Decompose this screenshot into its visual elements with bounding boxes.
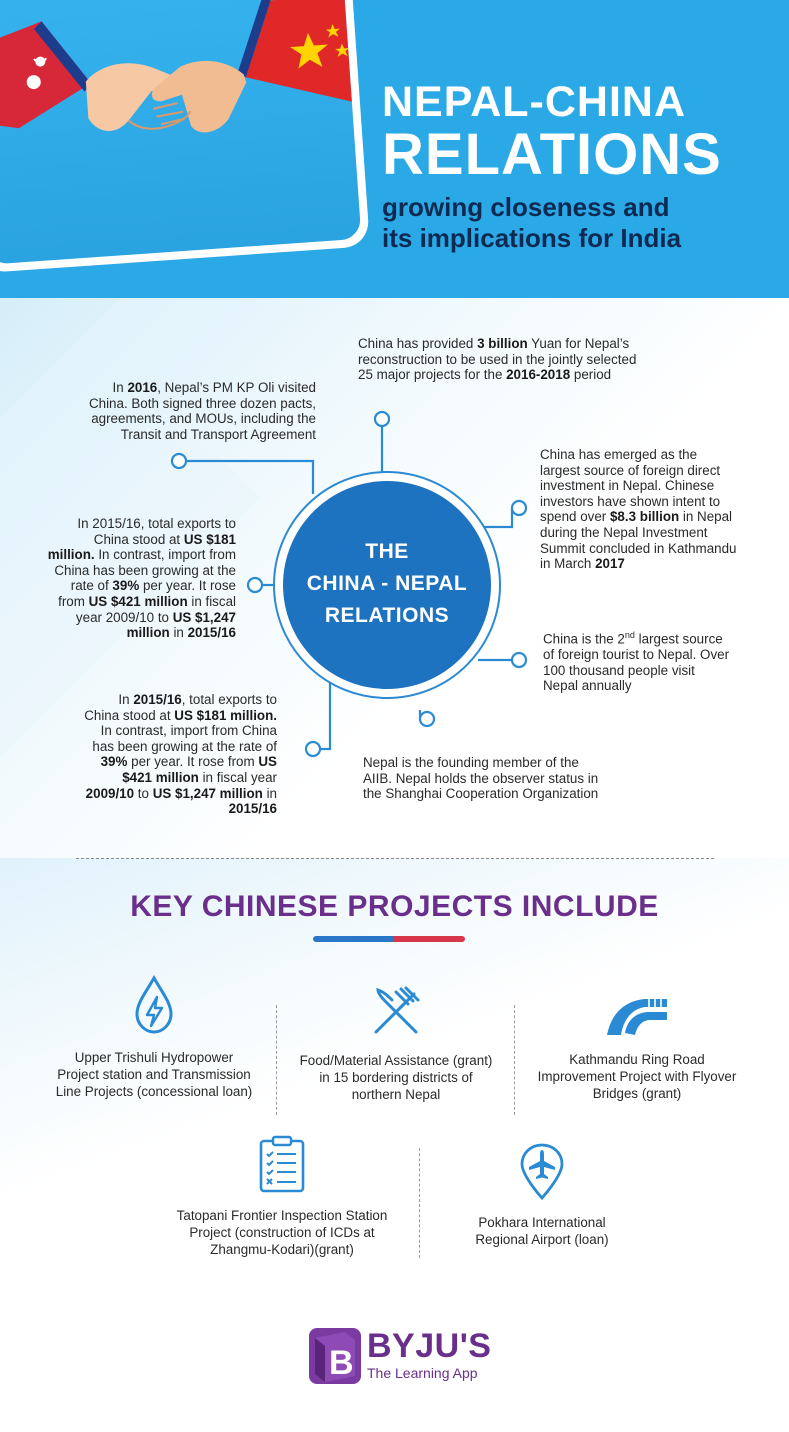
connector-node	[420, 712, 434, 726]
page-title-line-1: NEPAL-CHINA	[382, 78, 687, 126]
relations-section	[0, 298, 789, 858]
connector-node	[248, 578, 262, 592]
column-separator	[276, 1005, 277, 1115]
clipboard-checklist-icon	[258, 1135, 306, 1193]
connector-node	[172, 454, 186, 468]
title-block	[382, 78, 782, 254]
fact-exports-1: In 2015/16, total exports to China stood at US $181 million. In contrast, import from China has been growing at the rate of 39% per year. It rose from US $421 million in fiscal year 2009/10 to US $1,247 million in 2015/16	[47, 516, 236, 641]
road-bridge-icon	[605, 993, 669, 1037]
center-title-line-3: RELATIONS	[324, 604, 450, 627]
connector-node	[306, 742, 320, 756]
center-title-line-1: THE	[365, 540, 409, 563]
center-circle-title	[287, 536, 487, 632]
project-pokhara-airport	[452, 1142, 632, 1248]
project-label: Kathmandu Ring Road Improvement Project with Flyover Bridges (grant)	[537, 1052, 737, 1101]
project-label: Pokhara International Regional Airport (loan)	[475, 1215, 609, 1247]
project-tatopani-station	[166, 1135, 398, 1258]
center-title-line-2: CHINA - NEPAL	[306, 572, 468, 595]
byjus-logo-name: BYJU'S	[367, 1327, 492, 1365]
byjus-logo-tagline: The Learning App	[367, 1365, 478, 1381]
page-subtitle	[382, 192, 782, 254]
fact-yuan-reconstruction: China has provided 3 billion Yuan for Nepal’s reconstruction to be used in the jointly selected 25 major projects for the 2016-2018 period	[358, 336, 637, 383]
projects-heading: KEY CHINESE PROJECTS INCLUDE	[130, 890, 659, 923]
subtitle-line-1: growing closeness and	[382, 192, 670, 222]
section-divider	[76, 858, 714, 859]
project-hydropower	[54, 975, 254, 1100]
svg-text:B: B	[329, 1344, 354, 1382]
fork-knife-icon	[370, 986, 422, 1038]
project-label: Tatopani Frontier Inspection Station Project (construction of ICDs at Zhangmu-Kodari)(grant)	[176, 1208, 388, 1257]
fact-pm-visit: In 2016, Nepal’s PM KP Oli visited China. Both signed three dozen pacts, agreements, and MOUs, including the Transit and Transport Agreement	[88, 380, 316, 442]
fact-tourists: China is the 2nd largest source of foreign tourist to Nepal. Over 100 thousand people visit Nepal annually	[543, 630, 730, 694]
byjus-logo-mark	[309, 1328, 361, 1384]
water-drop-lightning-icon	[134, 975, 174, 1035]
project-label: Upper Trishuli Hydropower Project station and Transmission Line Projects (concessional loan)	[55, 1050, 253, 1099]
handshake-illustration	[0, 0, 361, 265]
fact-aiib-membership: Nepal is the founding member of the AIIB. Nepal holds the observer status in the Shanghai Cooperation Organization	[363, 755, 599, 802]
airplane-pin-icon	[519, 1142, 565, 1200]
page-title-line-2: RELATIONS	[382, 122, 722, 187]
project-ring-road	[535, 993, 739, 1102]
handshake-image-frame	[0, 0, 370, 273]
project-food-assistance	[298, 986, 494, 1103]
column-separator	[419, 1148, 420, 1258]
header-banner	[0, 0, 789, 298]
fact-exports-2: In 2015/16, total exports to China stood at US $181 million. In contrast, import from China has been growing at the rate of 39% per year. It rose from US $421 million in fiscal year 2009/10 to US $1,247 million in 2015/16	[84, 692, 277, 817]
connector-node	[512, 501, 526, 515]
connector-node	[375, 412, 389, 426]
project-label: Food/Material Assistance (grant) in 15 bordering districts of northern Nepal	[299, 1053, 493, 1102]
heading-accent-bar	[313, 936, 465, 942]
fact-foreign-investment: China has emerged as the largest source of foreign direct investment in Nepal. Chinese investors have shown intent to spend over $8.3 billion in Nepal during the Nepal Investment Summit concluded in Kathmandu in March 2017	[540, 447, 737, 572]
subtitle-line-2: its implications for India	[382, 223, 682, 253]
connector-node	[512, 653, 526, 667]
column-separator	[514, 1005, 515, 1115]
